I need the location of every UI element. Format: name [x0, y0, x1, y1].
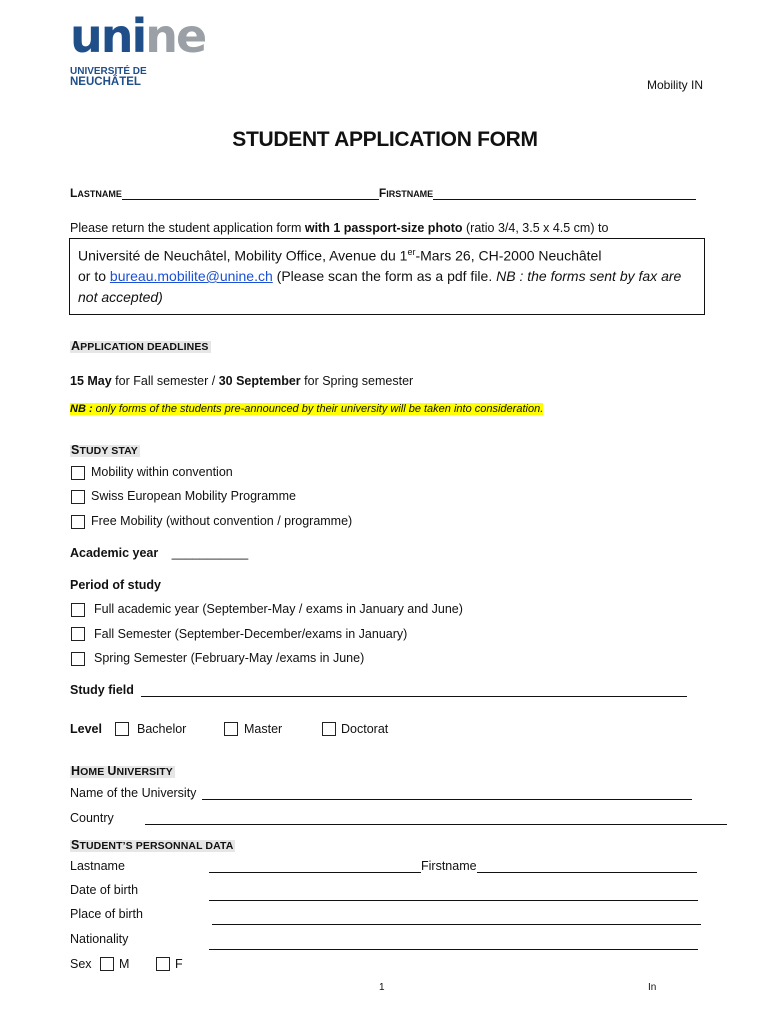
header-mobility-label: Mobility IN: [646, 78, 703, 92]
logo-caption-line1: UNIVERSITÉ DE: [70, 66, 147, 77]
page-title: STUDENT APPLICATION FORM: [232, 128, 538, 151]
lastname-line[interactable]: [122, 187, 379, 200]
nationality-label: Nationality: [70, 932, 129, 946]
dob-label: Date of birth: [70, 883, 139, 897]
address-line-3: not accepted): [78, 289, 163, 305]
checkbox-spring-semester[interactable]: [71, 652, 85, 666]
pob-label: Place of birth: [70, 907, 143, 921]
deadlines-text: 15 May for Fall semester / 30 September for Spring semester: [70, 374, 414, 388]
checkbox-mobility-convention[interactable]: [71, 466, 85, 480]
country-line[interactable]: [145, 812, 727, 825]
option-swiss-european: Swiss European Mobility Programme: [91, 489, 296, 503]
pob-line[interactable]: [212, 912, 701, 925]
lastname-label: LASTNAME: [70, 186, 122, 200]
period-label: Period of study: [70, 578, 161, 592]
university-name-label: Name of the University: [70, 786, 197, 800]
logo-caption-line2: NEUCHÂTEL: [70, 76, 141, 88]
logo-text-uni: uni: [70, 9, 146, 63]
university-name-line[interactable]: [202, 787, 692, 800]
student-names-row: [209, 859, 697, 873]
checkbox-free-mobility[interactable]: [71, 515, 85, 529]
option-master: Master: [244, 722, 283, 736]
names-row: [70, 186, 696, 200]
student-lastname-line[interactable]: [209, 860, 421, 873]
option-mobility-convention: Mobility within convention: [91, 465, 233, 479]
option-spring-semester: Spring Semester (February-May /exams in June): [94, 651, 365, 665]
level-label: Level: [70, 722, 102, 736]
option-full-year: Full academic year (September-May / exams in January and June): [94, 602, 463, 616]
page-number: 1: [379, 982, 385, 993]
checkbox-master[interactable]: [224, 722, 238, 736]
logo-caption: [70, 66, 147, 88]
home-university-heading: HOME UNIVERSITY: [71, 764, 173, 778]
checkbox-doctorat[interactable]: [322, 722, 336, 736]
checkbox-sex-f[interactable]: [156, 957, 170, 971]
checkbox-full-year[interactable]: [71, 603, 85, 617]
university-name-row: [70, 786, 692, 800]
checkbox-bachelor[interactable]: [115, 722, 129, 736]
academic-year-row: [70, 546, 248, 560]
option-sex-m: M: [119, 957, 130, 971]
option-bachelor: Bachelor: [137, 722, 187, 736]
checkbox-sex-m[interactable]: [100, 957, 114, 971]
address-box: [69, 238, 705, 315]
study-field-row: [70, 683, 687, 697]
checkbox-fall-semester[interactable]: [71, 627, 85, 641]
deadlines-note: NB : only forms of the students pre-announced by their university will be taken into consideration.: [70, 403, 544, 415]
nationality-field: [209, 932, 698, 950]
option-free-mobility: Free Mobility (without convention / programme): [91, 514, 353, 528]
deadlines-heading: APPLICATION DEADLINES: [71, 339, 209, 353]
country-label: Country: [70, 811, 114, 825]
student-lastname-label: Lastname: [70, 859, 125, 873]
firstname-label: FIRSTNAME: [378, 186, 434, 200]
dob-field: [209, 883, 698, 901]
option-fall-semester: Fall Semester (September-December/exams in January): [94, 627, 408, 641]
academic-year-label: Academic year: [70, 546, 159, 560]
student-firstname-label: Firstname: [421, 859, 477, 873]
email-link[interactable]: bureau.mobilite@unine.ch: [109, 268, 273, 284]
academic-year-field[interactable]: ___________: [171, 546, 249, 560]
study-stay-heading: STUDY STAY: [71, 443, 138, 457]
option-sex-f: F: [175, 957, 183, 971]
nationality-line[interactable]: [209, 937, 698, 950]
student-firstname-line[interactable]: [477, 860, 697, 873]
pob-field: [212, 907, 701, 925]
return-instructions: Please return the student application form with 1 passport-size photo (ratio 3/4, 3.5 x 4.5 cm) to: [70, 221, 609, 235]
firstname-line[interactable]: [433, 187, 696, 200]
address-line-1: Université de Neuchâtel, Mobility Office, Avenue du 1er-Mars 26, CH-2000 Neuchâtel: [78, 247, 602, 264]
study-field-label: Study field: [70, 683, 134, 697]
university-logo: [70, 8, 205, 64]
sex-label: Sex: [70, 957, 92, 971]
personal-data-heading: STUDENT’S PERSONNAL DATA: [71, 838, 234, 852]
dob-line[interactable]: [209, 888, 698, 901]
option-doctorat: Doctorat: [341, 722, 389, 736]
address-line-2: or to bureau.mobilite@unine.ch (Please scan the form as a pdf file. NB : the forms sent by fax are: [78, 268, 682, 284]
footer-right-label: In: [648, 982, 657, 993]
logo-text-ne: ne: [145, 9, 206, 63]
country-row: [70, 811, 727, 825]
study-field-line[interactable]: [141, 684, 687, 697]
checkbox-swiss-european[interactable]: [71, 490, 85, 504]
